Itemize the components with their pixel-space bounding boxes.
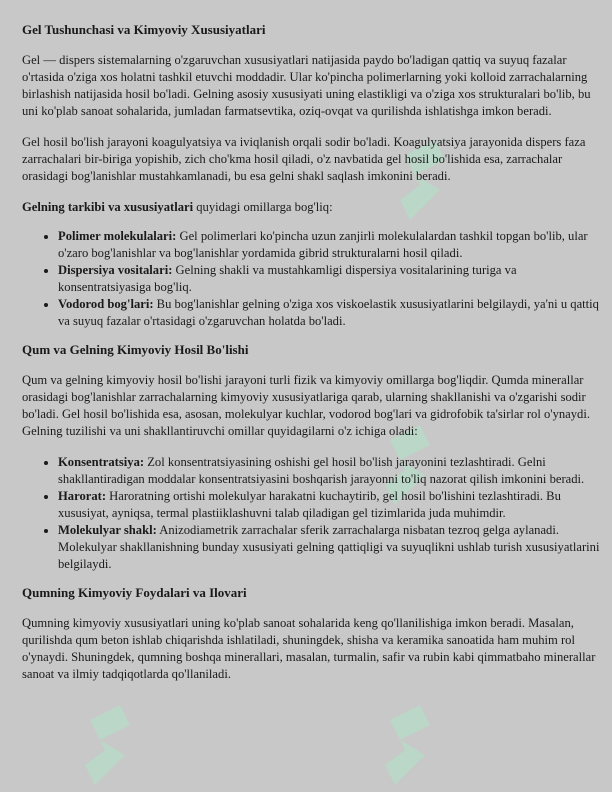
- section-heading: Qum va Gelning Kimyoviy Hosil Bo'lishi: [22, 342, 249, 357]
- list-intro-rest: quyidagi omillarga bog'liq:: [193, 200, 333, 214]
- list-intro-bold: Gelning tarkibi va xususiyatlari: [22, 200, 194, 214]
- paragraph: Qumning kimyoviy xususiyatlari uning ko'plab sanoat sohalarida keng qo'llanilishiga imkon beradi. Masalan, qurilishda qum beton ishlab chiqarishda ishlatiladi, shuningdek, shisha va keramika sanoatida ham muhim rol o'ynaydi. Shuningdek, qumning boshqa minerallari, masalan, turmalin, safir va rubin kabi qimmatbaho minerallar sanoat va ilmiy tadqiqotlarda qo'llaniladi.: [22, 616, 596, 681]
- list-intro: [22, 199, 600, 216]
- bullet-list: [22, 454, 600, 573]
- section-heading: Gel Tushunchasi va Kimyoviy Xususiyatlari: [22, 22, 266, 37]
- list-item: • Polimer molekulalari: Gel polimerlari ko'pincha uzun zanjirli molekulalardan tashkil topgan bo'lib, ular o'zaro bog'lanishlar va bog'lanishlar yordamida gibrid strukturalarni hosil qiladi.: [58, 228, 600, 262]
- paragraph: Qum va gelning kimyoviy hosil bo'lishi jarayoni turli fizik va kimyoviy omillarga bog'liqdir. Qumda minerallar orasidagi bog'lanishlar zarrachalarning kimyoviy xususiyatlariga qarab, ularning shakllanishi va o'zgarishi sodir bo'ladi. Gel hosil bo'lishida esa, asosan, molekulyar kuchlar, vodorod bog'lari va gidrofobik ta'sirlar rol o'ynaydi. Gelning tuzilishi va uni shakllantiruvchi omillar quyidagilarni o'z ichiga oladi:: [22, 373, 590, 438]
- paragraph: Gel hosil bo'lish jarayoni koagulyatsiya va iviqlanish orqali sodir bo'ladi. Koagulyatsiya jarayonida dispers faza zarrachalari bir-biriga yopishib, zich cho'kma hosil qiladi, o'z navbatida gel hosil bo'lishida esa, zarrachalar orasidagi bog'lanishlar mustahkamlanadi, bu esa gelni shakl saqlash imkonini beradi.: [22, 135, 586, 183]
- list-item: • Vodorod bog'lari: Bu bog'lanishlar gelning o'ziga xos viskoelastik xususiyatlarini belgilaydi, ya'ni u qattiq va suyuq fazalar o'rtasidagi o'zgaruvchan holatda bo'ladi.: [58, 296, 600, 330]
- bullet-list: [22, 228, 600, 330]
- list-item: • Dispersiya vositalari: Gelning shakli va mustahkamligi dispersiya vositalarining turiga va konsentratsiyasiga bog'liq.: [58, 262, 600, 296]
- list-item: • Konsentratsiya: Zol konsentratsiyasining oshishi gel hosil bo'lish jarayonini tezlashtiradi. Gelni shakllantiradigan moddalar konsentratsiyasini boshqarish jarayonni to'liq nazorat qilish imkonini beradi.: [58, 454, 600, 488]
- paragraph: Gel — dispers sistemalarning o'zgaruvchan xususiyatlari natijasida paydo bo'ladigan qattiq va suyuq fazalar o'rtasida o'ziga xos holatni tashkil etuvchi moddadir. Ular ko'pincha polimerlarning yoki kolloid zarrachalarning birlashish natijasida hosil bo'ladi. Gelning asosiy xususiyati uning elastikligi va o'ziga xos strukturalari bo'lib, bu uni ko'plab sanoat sohalarida, jumladan farmatsevtika, oziq-ovqat va qurilishda ishlatishga imkon beradi.: [22, 53, 591, 118]
- list-item: • Molekulyar shakl: Anizodiametrik zarrachalar sferik zarrachalarga nisbatan tezroq gelga aylanadi. Molekulyar shakllanishning bunday xususiyati gelning qattiqligi va suyuqlikni ushlab turish xususiyatlarini belgilaydi.: [58, 522, 600, 573]
- section-heading: Qumning Kimyoviy Foydalari va Ilovari: [22, 585, 247, 600]
- list-item: • Harorat: Haroratning ortishi molekulyar harakatni kuchaytirib, gel hosil bo'lishini tezlashtiradi. Bu xususiyat, ayniqsa, termal plastiiklashuvni talab qiladigan gel tizimlarida juda muhimdir.: [58, 488, 600, 522]
